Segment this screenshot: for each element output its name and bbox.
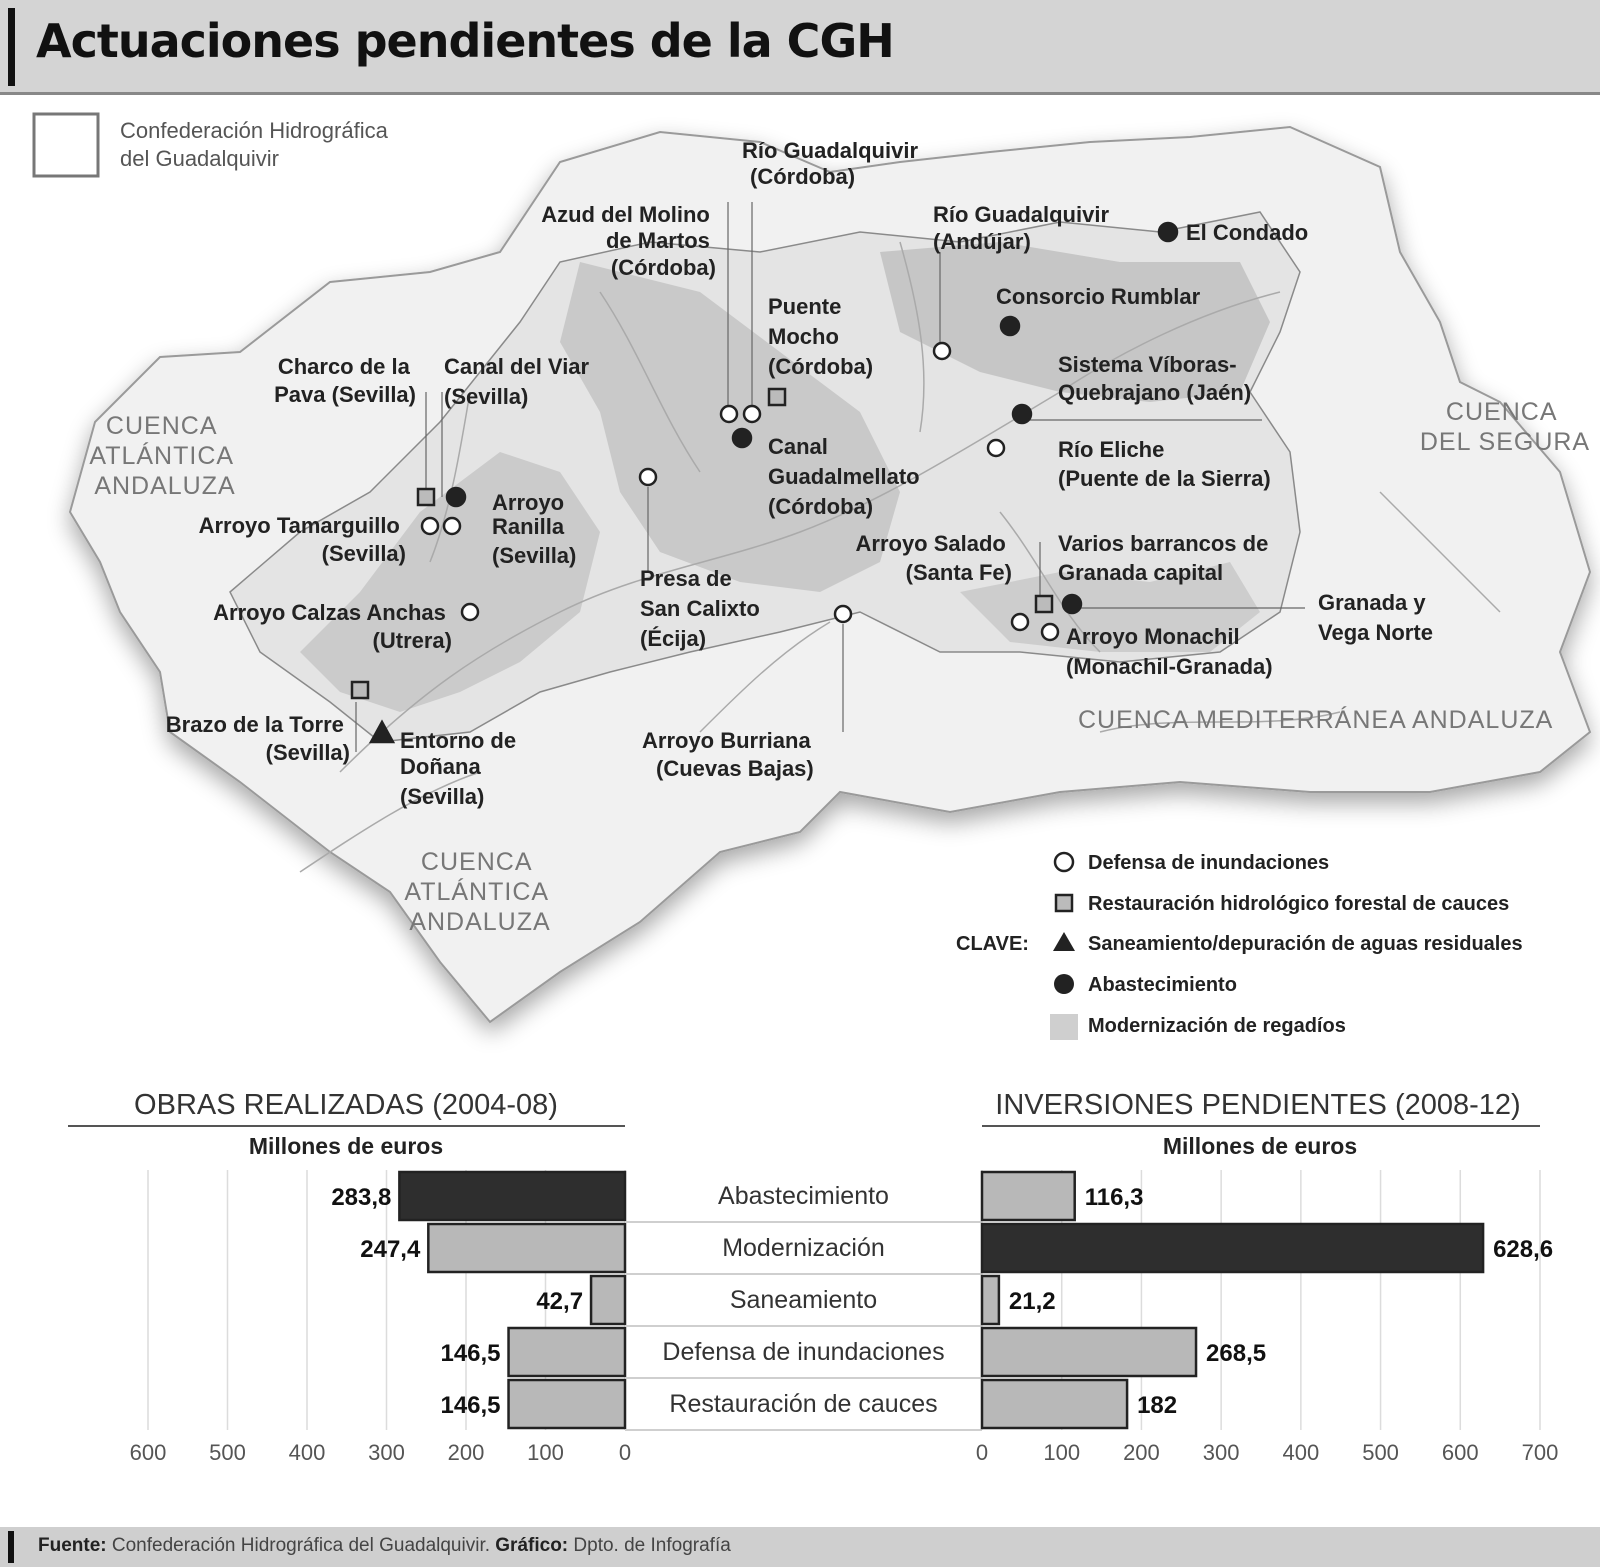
chart-right xyxy=(976,1090,1558,1465)
right-bar xyxy=(982,1276,999,1324)
left-bar-value: 247,4 xyxy=(360,1236,421,1263)
left-bar-value: 283,8 xyxy=(331,1184,392,1211)
marker-defense xyxy=(640,469,656,485)
right-chart-title: INVERSIONES PENDIENTES (2008-12) xyxy=(995,1090,1521,1121)
region-segura: CUENCA DEL SEGURA xyxy=(1419,398,1591,456)
right-tick-label: 300 xyxy=(1202,1440,1240,1465)
place-puente-mocho: Puente Mocho (Córdoba) xyxy=(768,294,874,379)
place-azud-molino-martos: Azud del Molino de Martos (Córdoba) xyxy=(541,202,716,280)
shaded-area-icon xyxy=(1050,1014,1078,1040)
key-item-defense: Defensa de inundaciones xyxy=(1088,852,1330,874)
marker-supply xyxy=(1159,223,1177,241)
header-bar xyxy=(0,0,1600,95)
category-label: Saneamiento xyxy=(729,1286,878,1314)
right-bars xyxy=(982,1172,1553,1428)
left-ticks xyxy=(130,1440,631,1465)
category-label: Defensa de inundaciones xyxy=(662,1338,945,1366)
marker-restoration xyxy=(1036,596,1052,612)
place-rio-guadalquivir-cordoba: Río Guadalquivir (Córdoba) xyxy=(742,138,919,189)
right-bar xyxy=(982,1224,1483,1272)
triangle-icon xyxy=(1053,932,1075,951)
place-presa-san-calixto: Presa de San Calixto (Écija) xyxy=(640,566,760,651)
place-arroyo-burriana: Arroyo Burriana (Cuevas Bajas) xyxy=(642,728,814,781)
marker-defense xyxy=(835,606,851,622)
left-tick-label: 400 xyxy=(288,1440,326,1465)
marker-defense xyxy=(934,343,950,359)
left-bar xyxy=(509,1328,625,1376)
right-bar xyxy=(982,1328,1196,1376)
confederation-legend-swatch xyxy=(34,114,98,176)
footer-graphic-label: Gráfico: xyxy=(495,1535,569,1556)
right-chart-unit: Millones de euros xyxy=(1162,1133,1358,1159)
region-mediterranea: CUENCA MEDITERRÁNEA ANDALUZA xyxy=(1078,706,1554,734)
key-item-supply: Abastecimiento xyxy=(1088,974,1237,996)
left-tick-label: 600 xyxy=(129,1440,167,1465)
footer-source-text: Confederación Hidrográfica del Guadalquivir. xyxy=(111,1535,490,1556)
marker-defense xyxy=(1042,624,1058,640)
place-canal-guadalmellato: Canal Guadalmellato (Córdoba) xyxy=(768,434,920,519)
marker-defense xyxy=(721,406,737,422)
right-bar-value: 116,3 xyxy=(1084,1184,1144,1211)
category-labels xyxy=(662,1182,944,1418)
marker-defense xyxy=(988,440,1004,456)
left-tick-label: 300 xyxy=(368,1440,405,1465)
right-ticks xyxy=(976,1440,1558,1465)
right-bar-value: 182 xyxy=(1137,1392,1178,1419)
region-atlantica-south: CUENCA ATLÁNTICA ANDALUZA xyxy=(404,848,551,936)
region-atlantica-north: CUENCA ATLÁNTICA ANDALUZA xyxy=(89,412,236,500)
category-label: Restauración de cauces xyxy=(669,1390,938,1418)
key-item-sanitation: Saneamiento/depuración de aguas residuales xyxy=(1088,933,1523,955)
place-sistema-viboras: Sistema Víboras- Quebrajano (Jaén) xyxy=(1058,352,1252,405)
bar-charts xyxy=(0,1090,1600,1520)
place-rio-guadalquivir-andujar: Río Guadalquivir (Andújar) xyxy=(933,202,1110,254)
left-chart-title: OBRAS REALIZADAS (2004-08) xyxy=(134,1090,558,1121)
left-bar-value: 146,5 xyxy=(440,1340,501,1367)
marker-restoration xyxy=(769,389,785,405)
footer xyxy=(0,1527,1600,1567)
map xyxy=(0,92,1600,1092)
right-tick-label: 500 xyxy=(1362,1440,1399,1465)
footer-source-label: Fuente: xyxy=(38,1535,107,1556)
chart-center-labels xyxy=(625,1182,982,1430)
marker-supply xyxy=(1001,317,1019,335)
category-label: Abastecimiento xyxy=(718,1182,889,1210)
place-el-condado: El Condado xyxy=(1186,220,1309,245)
place-arroyo-tamarguillo: Arroyo Tamarguillo (Sevilla) xyxy=(198,513,406,566)
marker-supply xyxy=(1063,595,1081,613)
right-tick-label: 100 xyxy=(1043,1440,1081,1465)
left-tick-label: 200 xyxy=(447,1440,485,1465)
left-chart-unit: Millones de euros xyxy=(248,1133,444,1159)
marker-supply xyxy=(447,488,465,506)
left-bars xyxy=(331,1172,625,1428)
footer-text xyxy=(38,1535,731,1557)
place-arroyo-salado: Arroyo Salado (Santa Fe) xyxy=(855,531,1012,585)
left-bar-value: 42,7 xyxy=(536,1288,584,1315)
right-bar-value: 268,5 xyxy=(1206,1340,1267,1367)
marker-defense xyxy=(1012,614,1028,630)
right-tick-label: 400 xyxy=(1282,1440,1320,1465)
marker-supply xyxy=(733,429,751,447)
place-consorcio-rumblar: Consorcio Rumblar xyxy=(996,284,1201,309)
right-tick-label: 200 xyxy=(1123,1440,1160,1465)
place-granada-vega-norte: Granada y Vega Norte xyxy=(1318,590,1433,645)
marker-defense xyxy=(462,604,478,620)
left-bar xyxy=(591,1276,625,1324)
place-brazo-torre: Brazo de la Torre (Sevilla) xyxy=(165,712,350,765)
key-item-restoration: Restauración hidrológico forestal de cauces xyxy=(1088,893,1510,915)
left-bar xyxy=(509,1380,625,1428)
map-key xyxy=(956,852,1523,1040)
page-title: Actuaciones pendientes de la CGH xyxy=(36,14,894,68)
marker-restoration xyxy=(418,489,434,505)
confederation-legend-label: Confederación Hidrográfica del Guadalquivir xyxy=(120,118,388,171)
left-bar-value: 146,5 xyxy=(440,1392,501,1419)
right-tick-label: 700 xyxy=(1521,1440,1559,1465)
place-arroyo-monachil: Arroyo Monachil (Monachil-Granada) xyxy=(1066,624,1273,679)
category-label: Modernización xyxy=(722,1234,885,1262)
circle-filled-icon xyxy=(1054,974,1074,994)
marker-restoration xyxy=(352,682,368,698)
right-bar-value: 21,2 xyxy=(1008,1288,1056,1315)
key-item-irrigation: Modernización de regadíos xyxy=(1088,1015,1346,1037)
place-entorno-donana: Entorno de Doñana (Sevilla) xyxy=(400,728,517,809)
footer-graphic-text: Dpto. de Infografía xyxy=(573,1535,731,1556)
place-arroyo-calzas-anchas: Arroyo Calzas Anchas (Utrera) xyxy=(213,600,452,653)
left-tick-label: 0 xyxy=(618,1440,632,1465)
left-tick-label: 100 xyxy=(527,1440,564,1465)
place-charco-pava: Charco de la Pava (Sevilla) xyxy=(274,354,416,407)
place-rio-eliche: Río Eliche (Puente de la Sierra) xyxy=(1058,437,1271,491)
circle-open-icon xyxy=(1055,853,1073,871)
chart-left xyxy=(68,1090,631,1465)
place-arroyo-ranilla: Arroyo Ranilla (Sevilla) xyxy=(492,490,577,568)
marker-defense xyxy=(444,518,460,534)
marker-defense xyxy=(744,406,760,422)
marker-defense xyxy=(422,518,438,534)
marker-supply xyxy=(1013,405,1031,423)
right-tick-label: 600 xyxy=(1441,1440,1479,1465)
left-tick-label: 500 xyxy=(209,1440,246,1465)
right-bar-value: 628,6 xyxy=(1493,1236,1554,1263)
right-bar xyxy=(982,1172,1075,1220)
left-bar xyxy=(428,1224,625,1272)
square-icon xyxy=(1056,895,1072,911)
left-bar xyxy=(399,1172,625,1220)
right-bar xyxy=(982,1380,1127,1428)
place-barrancos-granada: Varios barrancos de Granada capital xyxy=(1058,531,1269,585)
right-tick-label: 0 xyxy=(975,1440,989,1465)
place-canal-viar: Canal del Viar (Sevilla) xyxy=(444,354,590,409)
key-label: CLAVE: xyxy=(956,933,1029,955)
